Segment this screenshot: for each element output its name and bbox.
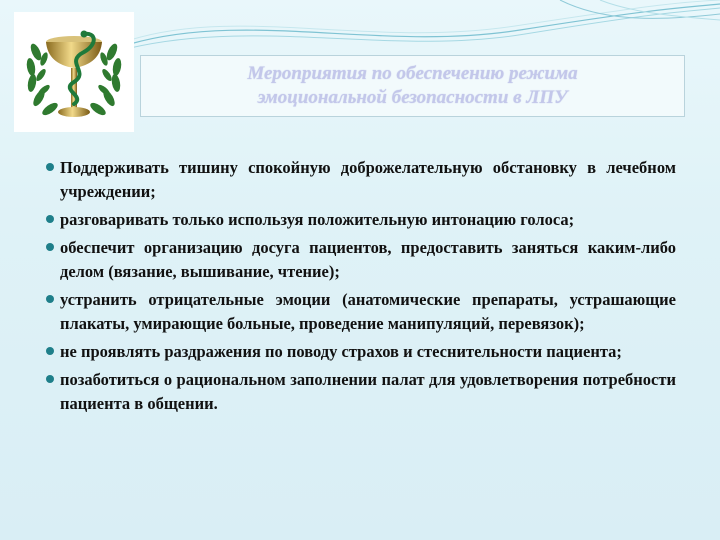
list-item	[46, 208, 676, 232]
list-item	[46, 368, 676, 416]
list-item	[46, 236, 676, 284]
bullet-list	[46, 156, 676, 420]
list-item-text: позаботиться о рациональном заполнении палат для удовлетворения потребности пациента в общении.	[60, 370, 676, 413]
list-item-text: не проявлять раздражения по поводу страхов и стеснительности пациента;	[60, 342, 622, 361]
list-item	[46, 288, 676, 336]
list-item-text: обеспечит организацию досуга пациентов, предоставить заняться каким-либо делом (вязание, вышивание, чтение);	[60, 238, 676, 281]
title-line-2: эмоциональной безопасности в ЛПУ	[257, 87, 568, 108]
bullet-icon	[46, 215, 54, 223]
emblem	[14, 12, 134, 132]
bullet-icon	[46, 163, 54, 171]
bullet-icon	[46, 347, 54, 355]
list-item-text: устранить отрицательные эмоции (анатомические препараты, устрашающие плакаты, умирающие больные, проведение манипуляций, перевязок);	[60, 290, 676, 333]
bowl-of-hygieia-icon	[14, 12, 134, 132]
list-item	[46, 156, 676, 204]
slide-title	[140, 55, 685, 117]
title-line-1: Мероприятия по обеспечению режима	[247, 63, 578, 84]
list-item	[46, 340, 676, 364]
bullet-icon	[46, 295, 54, 303]
list-item-text: Поддерживать тишину спокойную доброжелательную обстановку в лечебном учреждении;	[60, 158, 676, 201]
bullet-icon	[46, 375, 54, 383]
list-item-text: разговаривать только используя положительную интонацию голоса;	[60, 210, 575, 229]
bullet-icon	[46, 243, 54, 251]
